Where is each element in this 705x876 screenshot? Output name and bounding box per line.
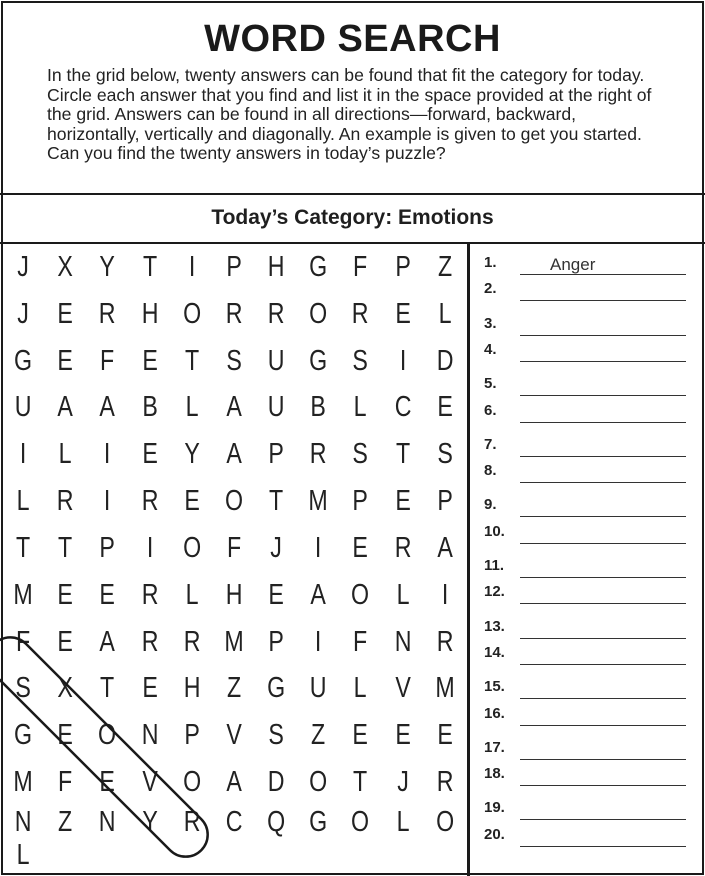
grid-letter[interactable]: L: [16, 838, 30, 871]
grid-letter[interactable]: M: [13, 578, 33, 611]
grid-letter[interactable]: R: [183, 625, 201, 658]
grid-letter[interactable]: O: [435, 805, 454, 838]
answer-row: [470, 704, 705, 737]
grid-letter[interactable]: A: [226, 391, 242, 424]
answer-row: [470, 522, 705, 555]
grid-letter[interactable]: V: [141, 766, 158, 799]
answer-blank[interactable]: [520, 300, 686, 301]
grid-letter[interactable]: L: [354, 391, 367, 424]
answer-row: [470, 737, 705, 767]
answer-row: [470, 373, 705, 403]
grid-letter[interactable]: O: [98, 719, 117, 752]
grid-letter[interactable]: E: [99, 578, 116, 611]
answer-number: 11.: [484, 557, 505, 574]
answer-row: [470, 797, 705, 827]
answer-number: 18.: [484, 765, 505, 783]
grid-letter[interactable]: T: [395, 438, 410, 471]
grid-letter[interactable]: Z: [226, 672, 242, 705]
grid-letter[interactable]: R: [436, 625, 454, 658]
grid-letter[interactable]: U: [14, 391, 32, 424]
answer-row: [470, 616, 705, 646]
grid-letter[interactable]: P: [394, 250, 411, 283]
grid-letter[interactable]: C: [225, 805, 243, 838]
grid-letter[interactable]: L: [16, 485, 30, 518]
answer-number: 9.: [484, 496, 497, 514]
grid-letter[interactable]: P: [268, 438, 284, 471]
grid-letter[interactable]: E: [394, 719, 411, 752]
grid-letter[interactable]: O: [182, 531, 201, 564]
grid-letter[interactable]: R: [141, 485, 158, 518]
grid-letter[interactable]: R: [352, 297, 369, 330]
answer-row: [470, 643, 705, 676]
grid-letter[interactable]: T: [58, 531, 73, 564]
answer-row: [470, 464, 705, 494]
grid-letter[interactable]: M: [308, 485, 329, 518]
grid-letter[interactable]: E: [57, 297, 74, 330]
grid-letter[interactable]: N: [14, 805, 32, 838]
category-heading: Today’s Category: Emotions: [211, 206, 494, 229]
grid-letter[interactable]: R: [56, 485, 74, 518]
answer-number: 13.: [484, 617, 505, 635]
divider: [0, 193, 705, 195]
grid-letter[interactable]: L: [438, 297, 452, 330]
grid-letter[interactable]: S: [437, 438, 453, 471]
grid-letter[interactable]: T: [100, 672, 115, 705]
grid-letter[interactable]: J: [17, 297, 29, 330]
grid-letter[interactable]: O: [224, 485, 244, 518]
grid-letter[interactable]: O: [309, 766, 328, 799]
grid-letter[interactable]: O: [309, 297, 328, 330]
answer-row: [470, 313, 705, 343]
grid-letter[interactable]: C: [394, 391, 412, 424]
grid-letter[interactable]: I: [188, 250, 196, 283]
grid-letter[interactable]: E: [99, 766, 116, 799]
grid-letter[interactable]: P: [226, 250, 242, 283]
grid-letter[interactable]: S: [352, 438, 369, 471]
answer-blank[interactable]: [520, 759, 686, 760]
grid-letter[interactable]: E: [268, 578, 284, 611]
grid-letter[interactable]: S: [352, 344, 369, 377]
grid-letter[interactable]: N: [141, 719, 158, 752]
grid-letter[interactable]: E: [57, 625, 74, 658]
grid-letter[interactable]: M: [13, 766, 33, 799]
grid-letter[interactable]: F: [15, 625, 31, 658]
grid-letter[interactable]: Y: [141, 805, 158, 838]
answer-blank[interactable]: [520, 698, 686, 699]
grid-letter[interactable]: D: [267, 766, 285, 799]
grid-letter[interactable]: Z: [437, 250, 452, 283]
grid-letter[interactable]: A: [99, 391, 116, 424]
grid-letter[interactable]: T: [184, 344, 199, 377]
grid-letter[interactable]: I: [19, 438, 27, 471]
grid-letter[interactable]: J: [270, 531, 282, 564]
grid-letter[interactable]: E: [394, 485, 411, 518]
grid-letter[interactable]: O: [182, 766, 201, 799]
grid-letter[interactable]: E: [141, 344, 158, 377]
grid-letter[interactable]: P: [184, 719, 200, 752]
grid-letter[interactable]: O: [351, 805, 370, 838]
grid-letter[interactable]: X: [57, 250, 74, 283]
grid-letter[interactable]: U: [267, 391, 285, 424]
answer-number: 3.: [484, 314, 497, 332]
grid-letter[interactable]: S: [15, 672, 31, 705]
grid-letter[interactable]: I: [104, 438, 111, 471]
grid-letter[interactable]: G: [14, 344, 33, 377]
grid-letter[interactable]: P: [99, 531, 116, 564]
grid-letter[interactable]: E: [141, 672, 158, 705]
grid-letter[interactable]: E: [141, 438, 158, 471]
grid-letter[interactable]: I: [146, 531, 153, 564]
grid-letter[interactable]: R: [141, 578, 158, 611]
answer-blank[interactable]: [520, 819, 686, 820]
answer-row: [470, 585, 705, 615]
grid-letter[interactable]: X: [57, 672, 74, 705]
grid-letter[interactable]: B: [310, 391, 327, 424]
answer-number: 8.: [484, 462, 497, 480]
grid-letter[interactable]: L: [58, 438, 72, 471]
grid-letter[interactable]: H: [267, 250, 285, 283]
answer-number: 1.: [484, 254, 497, 271]
answer-blank[interactable]: [520, 603, 686, 604]
answer-blank[interactable]: [520, 422, 686, 423]
answer-blank[interactable]: [520, 543, 686, 544]
letter-grid[interactable]: [0, 244, 466, 872]
grid-letter[interactable]: G: [267, 672, 286, 705]
grid-letter[interactable]: V: [226, 719, 242, 752]
grid-letter[interactable]: F: [58, 766, 73, 799]
grid-letter[interactable]: I: [441, 578, 449, 611]
answer-row: [470, 676, 705, 706]
grid-letter[interactable]: R: [309, 438, 327, 471]
grid-letter[interactable]: G: [309, 250, 328, 283]
grid-letter[interactable]: A: [57, 391, 74, 424]
grid-letter[interactable]: O: [182, 297, 201, 330]
grid-letter[interactable]: F: [353, 250, 368, 283]
grid-letter[interactable]: E: [57, 719, 74, 752]
grid-letter[interactable]: F: [100, 344, 115, 377]
answer-blank[interactable]: [520, 395, 686, 396]
grid-letter[interactable]: I: [315, 531, 322, 564]
answer-number: 16.: [484, 704, 505, 722]
grid-letter[interactable]: A: [437, 531, 453, 564]
grid-letter[interactable]: E: [394, 297, 411, 330]
grid-letter[interactable]: Z: [58, 805, 73, 838]
grid-letter[interactable]: M: [435, 672, 455, 705]
grid-letter[interactable]: E: [437, 719, 453, 752]
grid-letter[interactable]: E: [437, 391, 453, 424]
grid-letter[interactable]: E: [184, 485, 200, 518]
grid-letter[interactable]: L: [396, 805, 410, 838]
answer-blank[interactable]: [520, 846, 686, 847]
grid-letter[interactable]: L: [354, 672, 367, 705]
answer-number: 14.: [484, 643, 505, 661]
answer-row: [470, 340, 705, 373]
grid-letter[interactable]: P: [268, 625, 284, 658]
answer-number: 20.: [484, 825, 505, 843]
grid-letter[interactable]: H: [141, 297, 158, 330]
grid-letter[interactable]: R: [99, 297, 116, 330]
answer-blank[interactable]: [520, 577, 686, 578]
grid-letter[interactable]: O: [351, 578, 370, 611]
answer-text: Anger: [550, 255, 596, 274]
grid-letter[interactable]: S: [268, 719, 284, 752]
grid-letter[interactable]: H: [183, 672, 201, 705]
answer-row: [470, 494, 705, 524]
answer-row: [470, 434, 705, 464]
grid-letter[interactable]: Y: [184, 438, 200, 471]
grid-letter[interactable]: J: [396, 766, 409, 799]
grid-letter[interactable]: R: [183, 805, 201, 838]
answer-row: [470, 252, 705, 282]
grid-letter[interactable]: R: [141, 625, 158, 658]
answer-blank[interactable]: [520, 725, 686, 726]
grid-letter[interactable]: P: [352, 485, 369, 518]
grid-letter[interactable]: N: [99, 805, 116, 838]
answer-number: 12.: [484, 583, 505, 601]
grid-letter[interactable]: D: [436, 344, 454, 377]
grid-letter[interactable]: A: [310, 578, 327, 611]
grid-letter[interactable]: G: [14, 719, 33, 752]
answer-number: 5.: [484, 375, 497, 393]
grid-letter[interactable]: G: [309, 805, 328, 838]
grid-letter[interactable]: U: [267, 344, 285, 377]
grid-letter[interactable]: R: [267, 297, 285, 330]
grid-letter[interactable]: F: [226, 531, 242, 564]
answer-row: [470, 825, 705, 858]
grid-letter[interactable]: I: [399, 344, 406, 377]
answer-number: 15.: [484, 678, 505, 696]
answer-row: [470, 555, 705, 585]
grid-letter[interactable]: P: [437, 485, 453, 518]
grid-letter[interactable]: V: [394, 672, 411, 705]
answer-number: 10.: [484, 522, 505, 540]
answer-row: [470, 282, 705, 312]
grid-letter[interactable]: L: [185, 578, 199, 611]
grid-letter[interactable]: A: [226, 438, 242, 471]
grid-letter[interactable]: L: [396, 578, 410, 611]
answer-blank[interactable]: [520, 785, 686, 786]
grid-letter[interactable]: J: [17, 250, 29, 283]
grid-letter[interactable]: F: [353, 625, 368, 658]
grid-letter[interactable]: G: [309, 344, 328, 377]
grid-letter[interactable]: R: [436, 766, 454, 799]
answer-number: 2.: [484, 280, 497, 298]
answer-blank[interactable]: [520, 335, 686, 336]
grid-letter[interactable]: Y: [99, 250, 116, 283]
grid-letter[interactable]: I: [104, 485, 111, 518]
grid-letter[interactable]: M: [224, 625, 244, 658]
grid-letter[interactable]: E: [352, 531, 369, 564]
grid-letter[interactable]: T: [15, 531, 31, 564]
grid-letter[interactable]: Z: [311, 719, 326, 752]
grid-letter[interactable]: A: [99, 625, 116, 658]
grid-letter[interactable]: Q: [267, 805, 286, 838]
puzzle-title: WORD SEARCH: [204, 18, 501, 60]
grid-letter[interactable]: T: [142, 250, 157, 283]
answer-number: 19.: [484, 799, 505, 817]
grid-letter[interactable]: H: [225, 578, 243, 611]
grid-letter[interactable]: A: [226, 766, 242, 799]
answer-row: [470, 767, 705, 797]
answer-number: 17.: [484, 738, 505, 756]
grid-letter[interactable]: L: [185, 391, 199, 424]
instructions-text: In the grid below, twenty answers can be found that fit the category for today. Circle each answer that you find and list it in the space provided at the right of the grid. Answers can be found in all directions—forward, backward, horizontally, vertically and diagonally. An example is given to get you started. Can you find the twenty answers in today’s puzzle?: [47, 65, 652, 164]
answer-number: 4.: [484, 340, 497, 358]
grid-letter[interactable]: R: [394, 531, 412, 564]
answer-blank[interactable]: [520, 664, 686, 665]
grid-letter[interactable]: E: [57, 344, 74, 377]
answer-number: 7.: [484, 435, 497, 453]
grid-letter[interactable]: B: [141, 391, 158, 424]
grid-letter[interactable]: I: [315, 625, 322, 658]
grid-letter[interactable]: E: [57, 578, 74, 611]
answer-blank[interactable]: [520, 516, 686, 517]
grid-letter[interactable]: E: [352, 719, 369, 752]
grid-letter[interactable]: T: [353, 766, 368, 799]
answer-blank[interactable]: [520, 482, 686, 483]
answer-blank[interactable]: [520, 456, 686, 457]
grid-letter[interactable]: N: [394, 625, 412, 658]
grid-letter[interactable]: S: [226, 344, 242, 377]
grid-letter[interactable]: U: [309, 672, 327, 705]
grid-letter[interactable]: T: [269, 485, 284, 518]
answer-blank[interactable]: [520, 274, 686, 275]
answer-blank[interactable]: [520, 638, 686, 639]
answer-number: 6.: [484, 401, 497, 419]
answer-row: [470, 401, 705, 434]
answer-blank[interactable]: [520, 361, 686, 362]
grid-letter[interactable]: R: [225, 297, 243, 330]
